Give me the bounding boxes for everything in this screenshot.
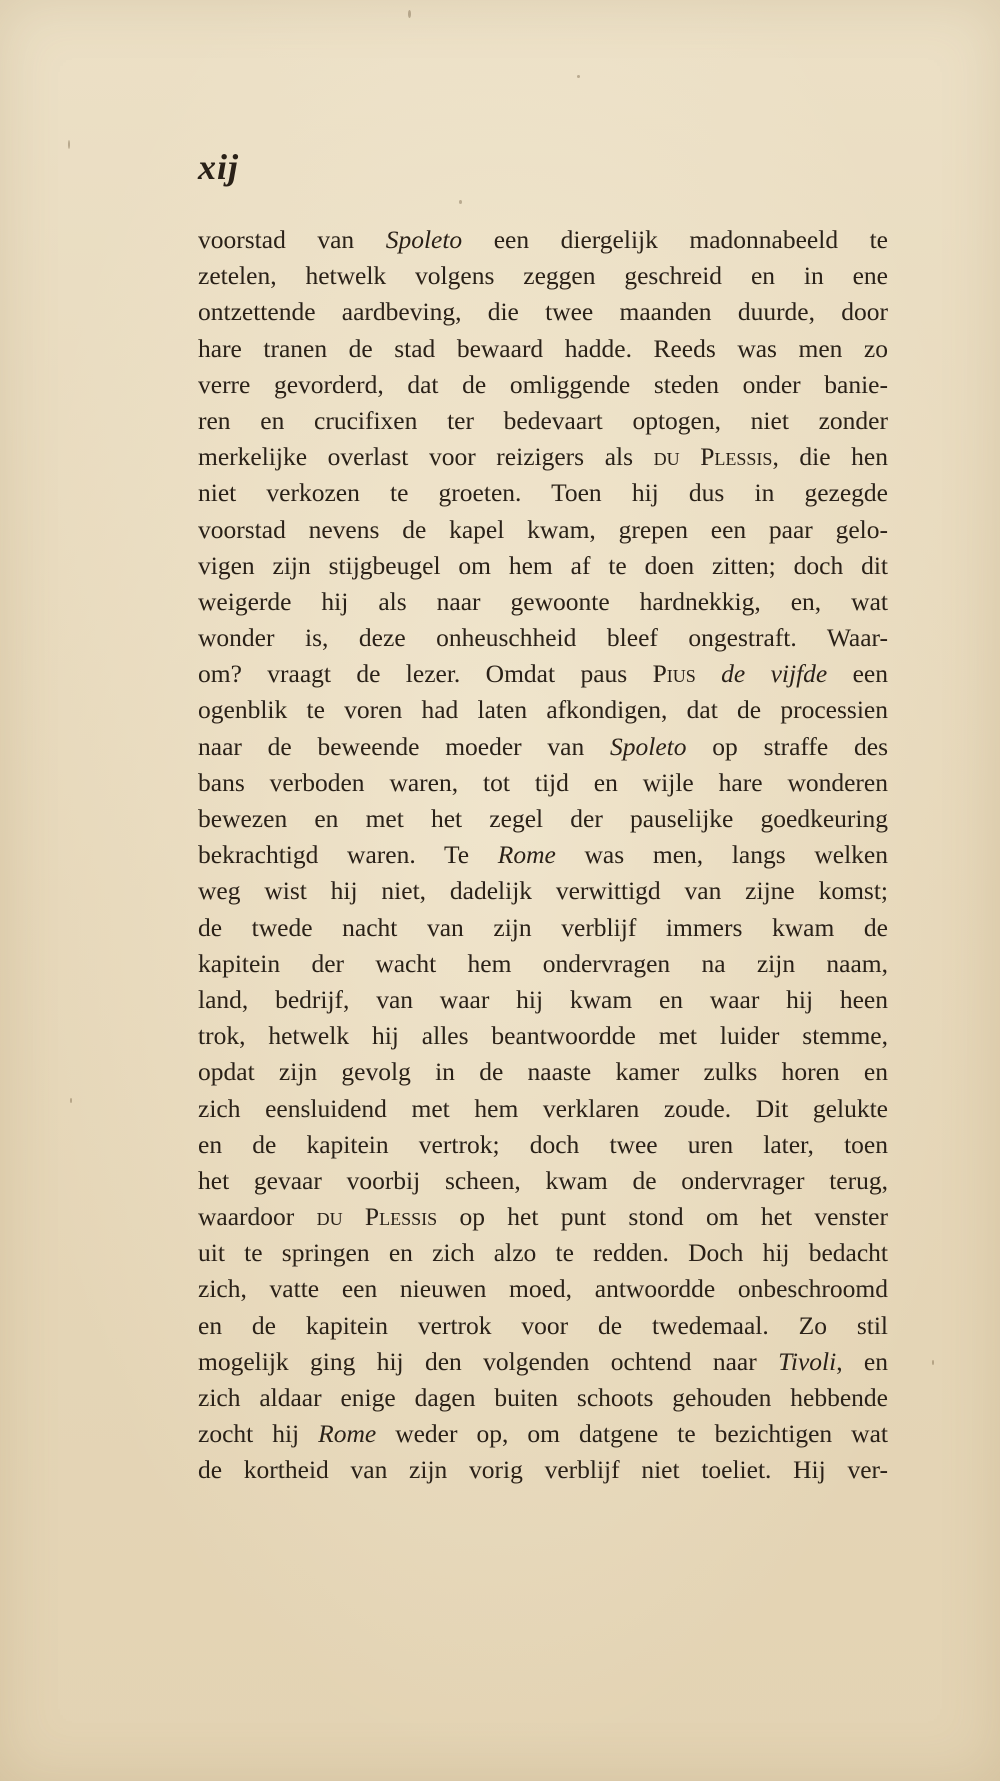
text-segment: ren en crucifixen ter bedevaart optogen, niet zonder — [198, 405, 888, 435]
text-segment: , die hen — [772, 442, 888, 472]
paper-speck — [577, 75, 580, 78]
paper-speck — [70, 1098, 72, 1103]
text-segment: merkelijke overlast voor reizigers als — [198, 442, 654, 472]
text-segment: hare tranen de stad bewaard hadde. Reeds was men zo — [198, 333, 888, 363]
text-line — [198, 258, 888, 294]
text-line — [198, 982, 888, 1018]
text-segment: naar de beweende moeder van — [198, 731, 611, 761]
paper-speck — [408, 10, 411, 18]
text-segment: voorstad van — [198, 225, 386, 254]
text-segment: Tivoli — [778, 1346, 837, 1376]
text-segment: du Plessis — [653, 442, 773, 472]
paper-speck — [932, 1360, 934, 1365]
text-segment: het gevaar voorbij scheen, kwam de ondervrager terug, — [198, 1165, 888, 1195]
text-segment: een — [827, 659, 888, 689]
text-segment: kapitein der wacht hem ondervragen na zijn naam, — [198, 948, 888, 978]
text-segment: Spoleto — [385, 225, 463, 254]
text-line — [198, 1308, 888, 1344]
text-segment: bans verboden waren, tot tijd en wijle hare wonderen — [198, 767, 888, 797]
text-line — [198, 729, 888, 765]
text-segment: verre gevorderd, dat de omliggende steden onder banie- — [198, 369, 888, 399]
text-segment: de twede nacht van zijn verblijf immers kwam de — [198, 912, 888, 942]
text-segment: weigerde hij als naar gewoonte hardnekkig, en, wat — [198, 586, 888, 616]
text-line — [198, 910, 888, 946]
text-line — [198, 1163, 888, 1199]
page-number: xij — [198, 147, 240, 187]
text-segment: opdat zijn gevolg in de naaste kamer zulks horen en — [198, 1057, 888, 1087]
text-line — [198, 692, 888, 728]
text-line — [198, 1344, 888, 1380]
text-line — [198, 439, 888, 475]
text-line — [198, 873, 888, 909]
text-segment: zocht hij — [198, 1419, 319, 1449]
text-segment: weder op, om datgene te bezichtigen wat — [376, 1419, 888, 1449]
text-line — [198, 1091, 888, 1127]
paper-speck — [459, 200, 462, 204]
text-line — [198, 512, 888, 548]
body-text — [198, 222, 888, 1489]
text-segment: vigen zijn stijgbeugel om hem af te doen zitten; doch dit — [198, 550, 888, 580]
text-line — [198, 656, 888, 692]
text-line — [198, 946, 888, 982]
text-line — [198, 584, 888, 620]
text-segment: op het punt stond om het venster — [437, 1202, 888, 1232]
text-segment: de vijfde — [721, 659, 828, 689]
text-line — [198, 222, 888, 258]
text-segment: zich aldaar enige dagen buiten schoots gehouden hebbende — [198, 1383, 888, 1412]
text-segment: op straffe des — [686, 731, 888, 761]
text-segment: Rome — [497, 840, 556, 870]
text-line — [198, 765, 888, 801]
text-line — [198, 837, 888, 873]
paper-speck — [68, 140, 70, 149]
text-line — [198, 1018, 888, 1054]
text-line — [198, 294, 888, 330]
text-line — [198, 1127, 888, 1163]
text-segment: uit te springen en zich alzo te redden. Doch hij bedacht — [198, 1238, 888, 1268]
text-segment: wonder is, deze onheuschheid bleef ongestraft. Waar- — [198, 623, 888, 653]
text-segment: de kortheid van zijn vorig verblijf niet toeliet. Hij ver- — [198, 1455, 888, 1485]
text-segment: weg wist hij niet, dadelijk verwittigd van zijne komst; — [198, 876, 888, 906]
text-segment: bewezen en met het zegel der pauselijke goedkeuring — [198, 804, 888, 833]
text-segment: waardoor — [198, 1202, 317, 1232]
text-line — [198, 367, 888, 403]
text-line — [198, 801, 888, 837]
text-segment: Spoleto — [610, 731, 687, 761]
text-segment: mogelijk ging hij den volgenden ochtend naar — [198, 1346, 779, 1376]
text-line — [198, 1235, 888, 1271]
text-segment: en de kapitein vertrok voor de twedemaal. Zo stil — [198, 1310, 888, 1340]
text-line — [198, 1416, 888, 1452]
text-segment: ogenblik te voren had laten afkondigen, dat de processien — [198, 695, 888, 725]
text-line — [198, 403, 888, 439]
text-segment: du Plessis — [316, 1202, 438, 1232]
text-line — [198, 1199, 888, 1235]
text-segment: ontzettende aardbeving, die twee maanden duurde, door — [198, 297, 888, 327]
text-segment: voorstad nevens de kapel kwam, grepen een paar gelo- — [198, 514, 888, 544]
text-segment: zich, vatte een nieuwen moed, antwoordde onbeschroomd — [198, 1274, 888, 1304]
text-segment: een diergelijk madonnabeeld te — [462, 225, 888, 254]
text-segment: bekrachtigd waren. Te — [198, 840, 498, 870]
text-line — [198, 475, 888, 511]
text-segment: , en — [836, 1346, 888, 1376]
text-line — [198, 1380, 888, 1416]
text-line — [198, 1271, 888, 1307]
text-segment: Rome — [318, 1419, 377, 1449]
text-line — [198, 620, 888, 656]
text-segment: land, bedrijf, van waar hij kwam en waar hij heen — [198, 984, 888, 1014]
text-line — [198, 548, 888, 584]
text-segment: zetelen, hetwelk volgens zeggen geschreid en in ene — [198, 261, 888, 291]
text-line — [198, 1054, 888, 1090]
text-line — [198, 331, 888, 367]
text-segment: om? vraagt de lezer. Omdat paus — [198, 659, 653, 689]
text-segment: niet verkozen te groeten. Toen hij dus in gezegde — [198, 478, 888, 508]
text-segment: was men, langs welken — [555, 840, 888, 870]
text-segment — [696, 659, 721, 688]
text-segment: zich eensluidend met hem verklaren zoude. Dit gelukte — [198, 1093, 888, 1123]
text-line — [198, 1452, 888, 1488]
text-segment: Pius — [652, 659, 696, 689]
text-segment: en de kapitein vertrok; doch twee uren later, toen — [198, 1129, 888, 1159]
text-segment: trok, hetwelk hij alles beantwoordde met luider stemme, — [198, 1021, 888, 1051]
